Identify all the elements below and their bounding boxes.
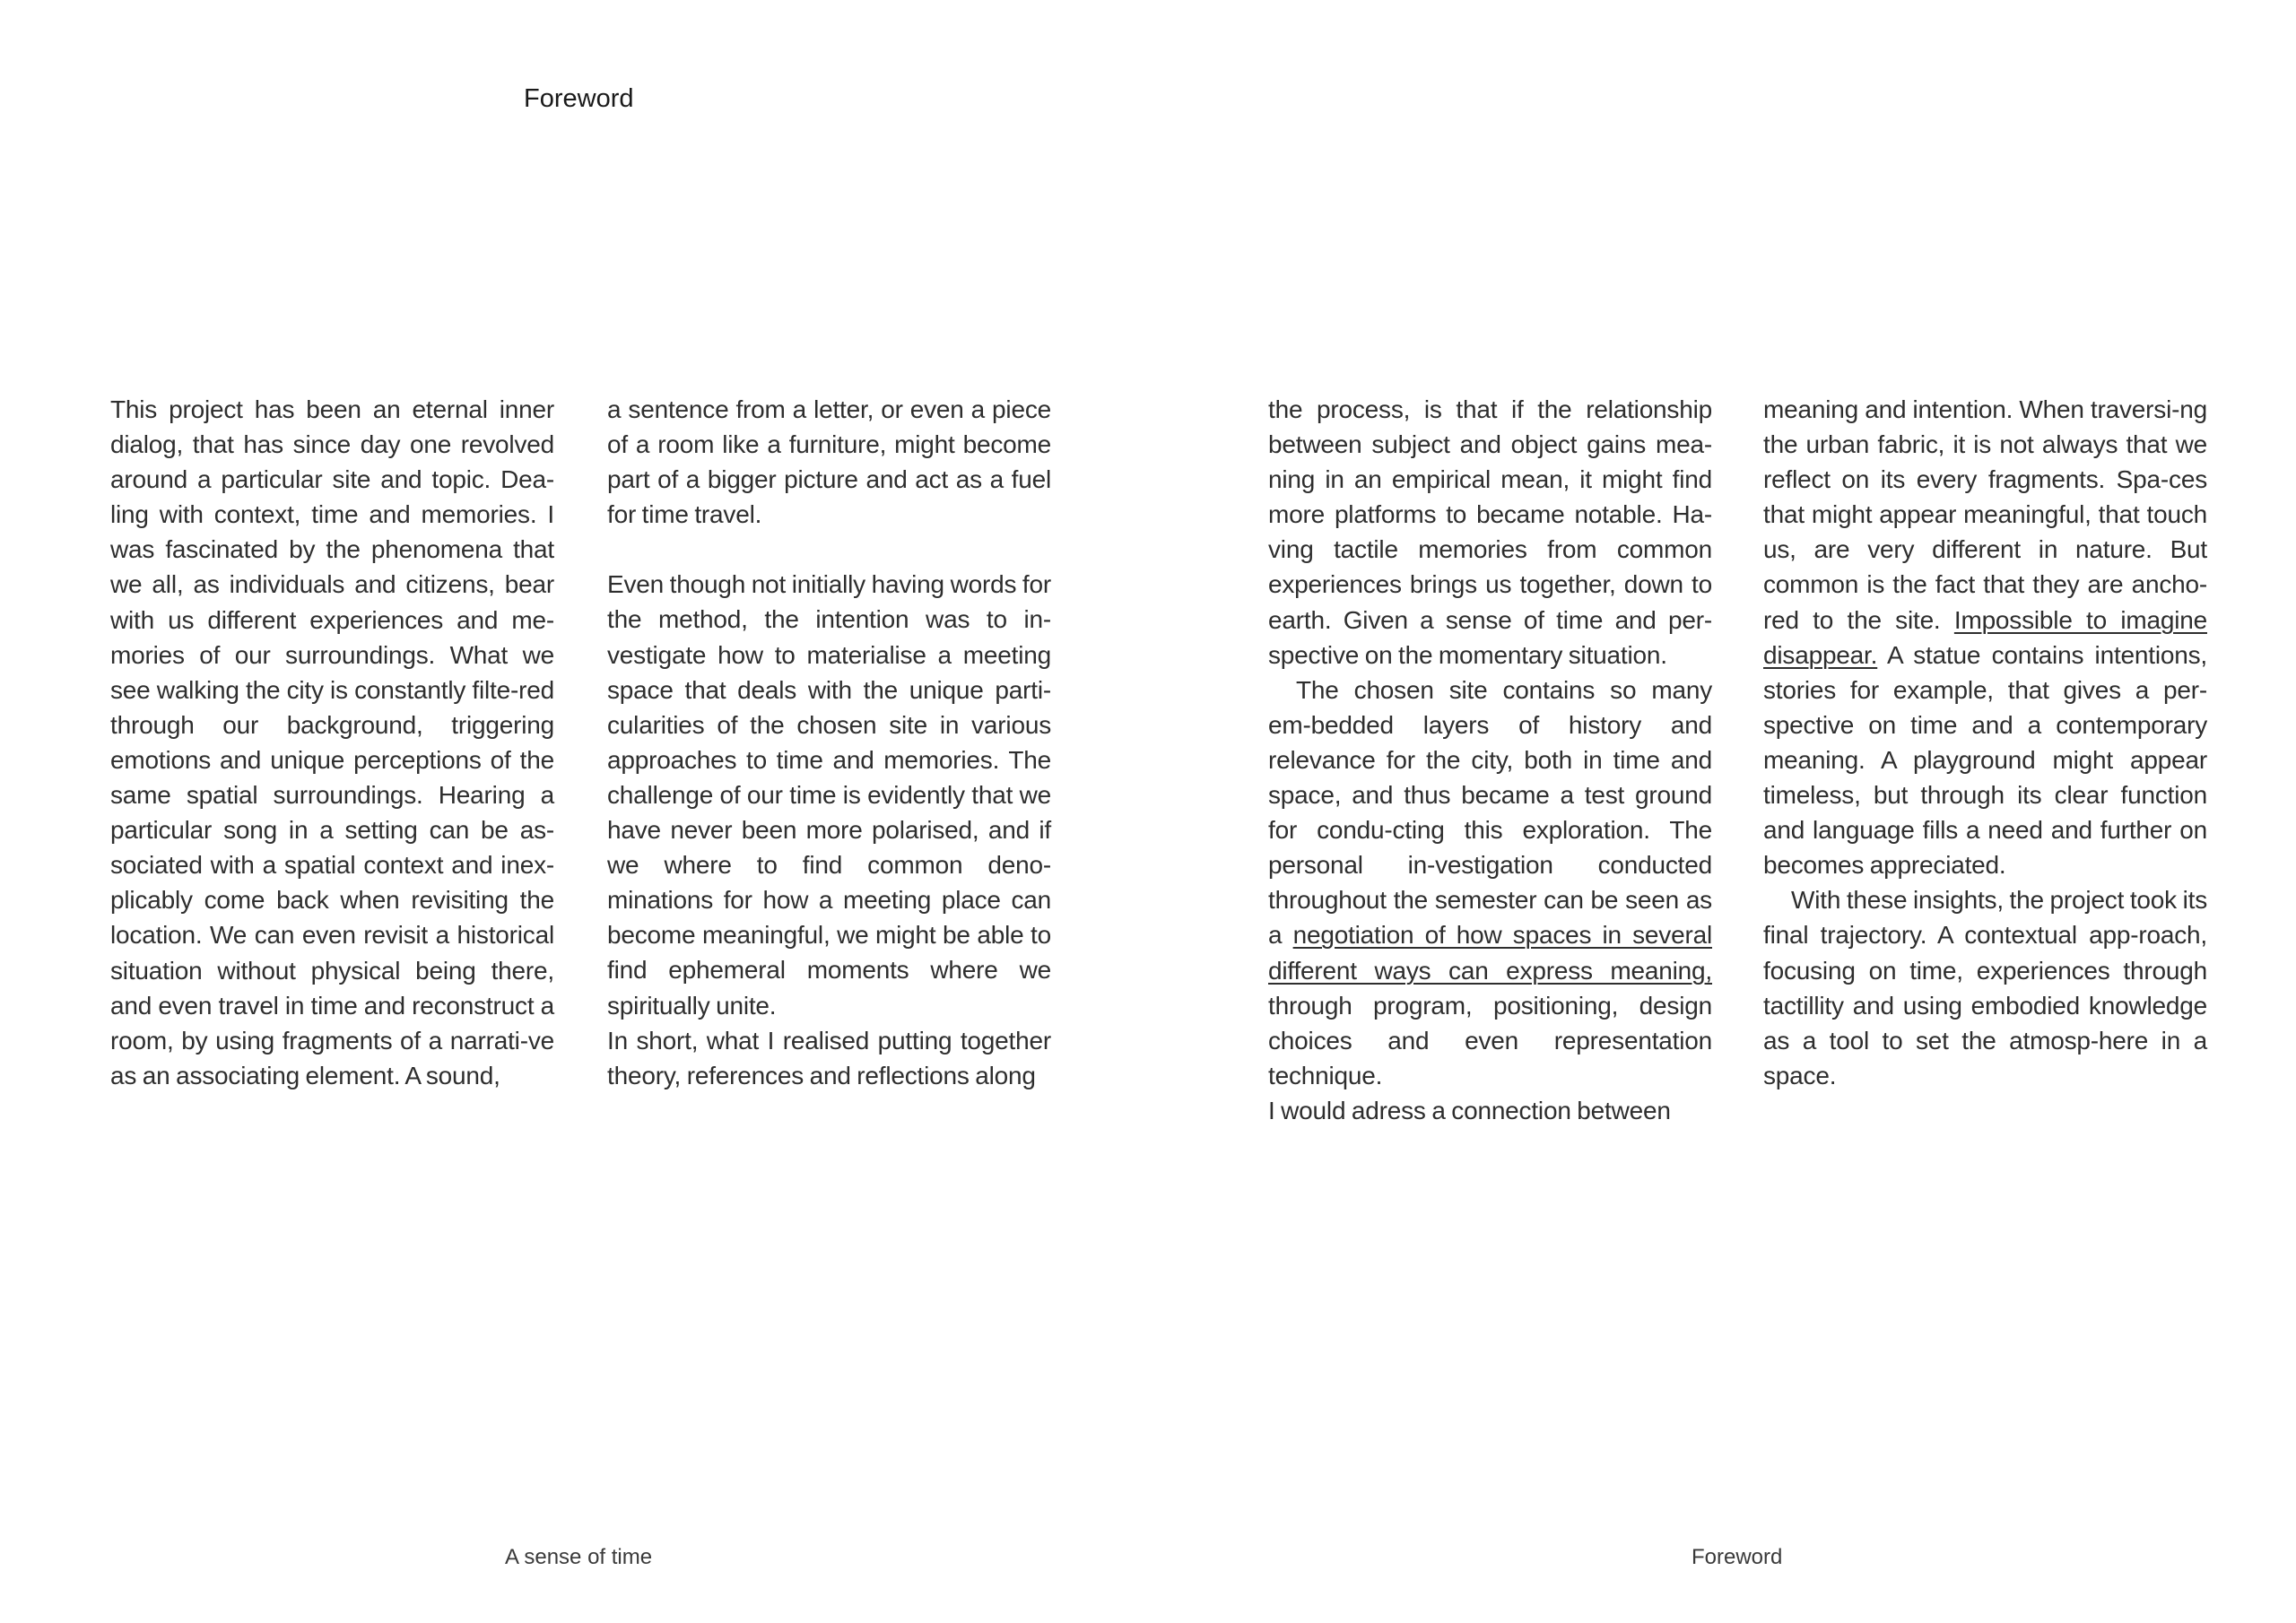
paragraph: In short, what I realised putting together theory, references and reflections along xyxy=(607,1026,1051,1089)
text-column-4 xyxy=(1763,392,2207,1093)
underlined-phrase: Impossible to imagine disappear. xyxy=(1763,605,2207,669)
paragraph: Even though not initially having words for the method, the intention was to in-vestigate how to materialise a meeting space that deals with the unique parti-cularities of the chosen site in various approaches to time and memories. The challenge of our time is evidently that we have never been more polarised, and if we where to find common deno-minations for how a meeting place can become meaningful, we might be able to find ephemeral moments where we spiritually unite. xyxy=(607,570,1051,1020)
paragraph xyxy=(1268,673,1712,1093)
paragraph-text: A statue contains intentions, stories for example, that gives a per-spective on time and a contemporary meaning. A playground might appear timeless, but through its clear function and language fills a need and further on becomes appreciated. xyxy=(1763,640,2207,880)
paragraph: the process, is that if the relationship between subject and object gains mea-ning in an empirical mean, it might find more platforms to became notable. Ha-ving tactile memories from common experiences brings us together, down to earth. Given a sense of time and per-spective on the momentary situation. xyxy=(1268,395,1712,669)
page-title: Foreword xyxy=(524,84,634,113)
text-column-3 xyxy=(1268,392,1712,1128)
paragraph: With these insights, the project took its final trajectory. A contextual app-roach, focusing on time, experiences through tactillity and using embodied knowledge as a tool to set the atmosp-here in a space. xyxy=(1763,886,2207,1089)
paragraph: This project has been an eternal inner dialog, that has since day one revolved around a particular site and topic. Dea-ling with context, time and memories. I was fascinated by the phenomena that we all, as individuals and citizens, bear with us different experiences and me-mories of our surroundings. What we see walking the city is constantly filte-red through our background, triggering emotions and unique perceptions of the same spatial surroundings. Hearing a particular song in a setting can be as-sociated with a spatial context and inex-plicably come back when revisiting the location. We can even revisit a historical situation without physical being there, and even travel in time and reconstruct a room, by using fragments of a narrati-ve as an associating element. A sound, xyxy=(110,395,554,1089)
paragraph-text: The chosen site contains so many em-bedded layers of history and relevance for the city, both in time and space, and thus became a test ground for condu-cting this exploration. The personal in-vestigation conducted throughout the semester can be seen as a xyxy=(1268,675,1712,950)
paragraph-text: through program, positioning, design choices and even representation technique. xyxy=(1268,991,1712,1089)
text-column-2 xyxy=(607,392,1051,1093)
paragraph: a sentence from a letter, or even a piece of a room like a furniture, might become part of a bigger picture and act as a fuel for time travel. xyxy=(607,395,1051,529)
running-footer-right: Foreword xyxy=(1692,1545,1783,1569)
paragraph xyxy=(1763,392,2207,882)
paragraph: I would adress a connection between xyxy=(1268,1096,1671,1124)
underlined-phrase: negotiation of how spaces in several different ways can express meaning, xyxy=(1268,921,1712,985)
text-column-1 xyxy=(110,392,554,1093)
paragraph-text: meaning and intention. When traversi-ng the urban fabric, it is not always that we reflect on its every fragments. Spa-ces that might appear meaningful, that touch us, are very different in nature. But common is the fact that they are ancho-red to the site. xyxy=(1763,395,2207,634)
running-footer-left: A sense of time xyxy=(505,1545,653,1569)
